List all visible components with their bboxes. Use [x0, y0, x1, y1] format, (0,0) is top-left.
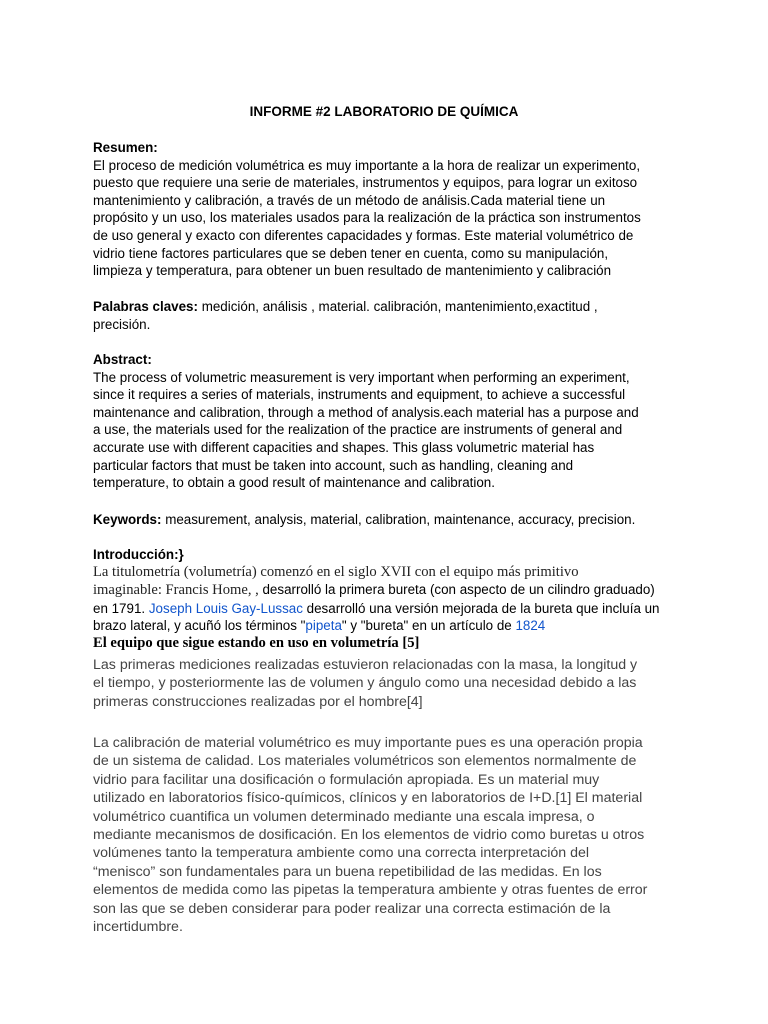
intro-fragment: " y "bureta" en un artículo de — [341, 618, 516, 634]
abstract-section — [93, 351, 683, 492]
palabras-claves-line — [93, 298, 683, 316]
calibracion-line: elementos de medida como las pipetas la temperatura ambiente y otras fuentes de error — [93, 882, 648, 899]
intro-fragment: desarrolló una versión mejorada de la bureta que incluía un — [302, 600, 660, 616]
intro-serif-line: La titulometría (volumetría) comenzó en el siglo XVII con el equipo más primitivo — [93, 563, 579, 580]
abstract-line: particular factors that must be taken into account, such as handling, cleaning and — [93, 457, 574, 473]
gay-lussac-link[interactable]: Joseph Louis Gay-Lussac — [148, 600, 303, 616]
resumen-line: El proceso de medición volumétrica es muy importante a la hora de realizar un experimento, — [93, 157, 641, 173]
pipeta-link[interactable]: pipeta — [305, 618, 342, 634]
resumen-section — [93, 139, 683, 280]
intro-grey-line: primeras construcciones realizadas por el hombre[4] — [93, 693, 423, 710]
abstract-heading: Abstract: — [93, 352, 152, 367]
intro-bold-serif-line: El equipo que sigue estando en uso en volumetría [5] — [93, 634, 420, 651]
document-title: INFORME #2 LABORATORIO DE QUÍMICA — [249, 104, 519, 119]
resumen-line: mantenimiento y calibración, a través de un método de análisis.Cada material tiene un — [93, 192, 606, 208]
intro-grey-line: Las primeras mediciones realizadas estuvieron relacionadas con la masa, la longitud y — [93, 657, 638, 673]
intro-grey-paragraph — [93, 656, 683, 711]
abstract-line: a use, the materials used for the realization of the practice are instruments of general and — [93, 422, 623, 438]
resumen-line: de uso general y exacto con diferentes capacidades y formas. Este material volumétrico de — [93, 227, 634, 243]
resumen-heading: Resumen: — [93, 140, 158, 155]
intro-fragment: en 1791. — [93, 600, 149, 616]
intro-line — [93, 617, 683, 635]
abstract-line: temperature, to obtain a good result of maintenance and calibration. — [93, 475, 495, 491]
calibracion-line: son las que se deben considerar para poder realizar una correcta estimación de la — [93, 900, 611, 917]
intro-fragment: desarrolló la primera bureta (con aspecto de un cilindro graduado) — [258, 582, 655, 598]
calibracion-line: “menisco” son fundamentales para un buena repetibilidad de las medidas. En los — [93, 863, 602, 880]
calibracion-line: volúmenes tanto la temperatura ambiente como una correcta interpretación del — [93, 845, 590, 862]
keywords-section — [93, 511, 683, 529]
palabras-claves-text: medición, análisis , material. calibración, mantenimiento,exactitud , — [197, 299, 598, 314]
palabras-claves-line: precisión. — [93, 316, 151, 332]
resumen-line: propósito y un uso, los materiales usados para la realización de la práctica son instrumentos — [93, 210, 641, 226]
year-1824-link[interactable]: 1824 — [515, 618, 546, 634]
calibracion-line: vidrio para facilitar una dosificación o formulación apropiada. Es un material muy — [93, 771, 600, 788]
resumen-line: limpieza y temperatura, para obtener un buen resultado de mantenimiento y calibración — [93, 263, 612, 279]
palabras-claves-label: Palabras claves: — [93, 299, 198, 314]
resumen-line: puesto que requiere una serie de materiales, instrumentos y equipos, para lograr un exitoso — [93, 175, 638, 191]
calibracion-line: volumétrico cuantifica un volumen determinado mediante una escala impresa, o — [93, 808, 595, 825]
abstract-line: The process of volumetric measurement is very important when performing an experiment, — [93, 369, 630, 385]
calibracion-line: mediante mecanismos de dosificación. En los elementos de vidrio como buretas u otros — [93, 827, 645, 844]
calibracion-line: incertidumbre. — [93, 919, 183, 936]
intro-grey-line: el tiempo, y posteriormente las de volumen y ángulo como una necesidad debido a las — [93, 675, 637, 692]
calibracion-line: La calibración de material volumétrico es muy importante pues es una operación propia — [93, 735, 643, 751]
calibracion-paragraph — [93, 734, 683, 936]
keywords-line — [93, 511, 683, 529]
introduccion-section — [93, 546, 683, 653]
calibracion-line: utilizado en laboratorios físico-químicos, clínicos y en laboratorios de I+D.[1] El material — [93, 790, 643, 807]
resumen-line: vidrio tiene factores particulares que se deben tener en cuenta, como su manipulación, — [93, 245, 609, 261]
keywords-text: measurement, analysis, material, calibration, maintenance, accuracy, precision. — [161, 512, 636, 527]
abstract-line: maintenance and calibration, through a method of analysis.each material has a purpose and — [93, 404, 639, 420]
intro-line — [93, 581, 683, 600]
introduccion-heading: Introducción:} — [93, 547, 184, 562]
calibracion-line: de un sistema de calidad. Los materiales volumétricos son elementos normalmente de — [93, 753, 637, 770]
intro-serif-fragment: imaginable: Francis Home, , — [93, 582, 259, 599]
abstract-line: since it requires a series of materials, instruments and equipment, to achieve a successful — [93, 387, 626, 403]
intro-fragment: brazo lateral, y acuñó los términos " — [93, 618, 306, 634]
keywords-label: Keywords: — [93, 512, 162, 527]
palabras-claves-section — [93, 298, 683, 333]
intro-line — [93, 600, 683, 618]
abstract-line: accurate use with different capacities and shapes. This glass volumetric material has — [93, 439, 595, 455]
